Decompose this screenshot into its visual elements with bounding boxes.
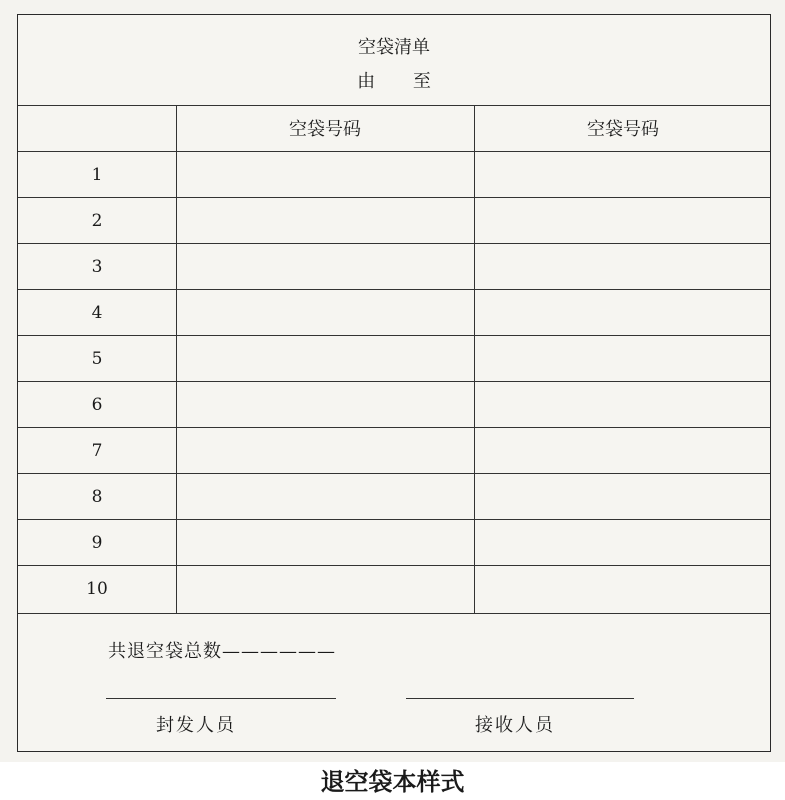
total-returned-bags-label: 共退空袋总数—————— bbox=[108, 641, 336, 662]
column-divider bbox=[176, 105, 177, 613]
row-divider bbox=[18, 289, 770, 290]
row-number: 7 bbox=[91, 441, 103, 461]
figure-caption: 退空袋本样式 bbox=[320, 768, 465, 796]
row-divider bbox=[18, 335, 770, 336]
row-number: 3 bbox=[91, 257, 103, 277]
row-divider bbox=[18, 427, 770, 428]
row-divider bbox=[18, 243, 770, 244]
row-number: 8 bbox=[91, 487, 103, 507]
column-divider bbox=[474, 105, 475, 613]
row-number: 1 bbox=[91, 165, 103, 185]
form-title: 空袋清单 bbox=[358, 37, 430, 58]
row-divider bbox=[18, 473, 770, 474]
empty-bag-list-form bbox=[17, 14, 771, 752]
row-divider bbox=[18, 519, 770, 520]
table-bottom-border bbox=[18, 613, 770, 614]
row-number: 6 bbox=[91, 395, 103, 415]
receiver-label: 接收人员 bbox=[475, 715, 555, 736]
row-number: 10 bbox=[86, 579, 108, 599]
row-divider bbox=[18, 381, 770, 382]
sender-label: 封发人员 bbox=[156, 715, 236, 736]
from-to-line bbox=[18, 67, 770, 93]
row-number: 2 bbox=[91, 211, 103, 231]
to-label: 至 bbox=[412, 71, 431, 92]
table-top-border bbox=[18, 105, 770, 106]
row-divider bbox=[18, 565, 770, 566]
receiver-signature-line bbox=[406, 698, 634, 699]
sender-signature-line bbox=[106, 698, 336, 699]
row-divider bbox=[18, 197, 770, 198]
row-number: 9 bbox=[91, 533, 103, 553]
from-label: 由 bbox=[357, 71, 376, 92]
row-number: 4 bbox=[91, 303, 103, 323]
column-header-bag-number-2: 空袋号码 bbox=[587, 119, 659, 140]
row-number: 5 bbox=[91, 349, 103, 369]
column-header-bag-number-1: 空袋号码 bbox=[289, 119, 361, 140]
